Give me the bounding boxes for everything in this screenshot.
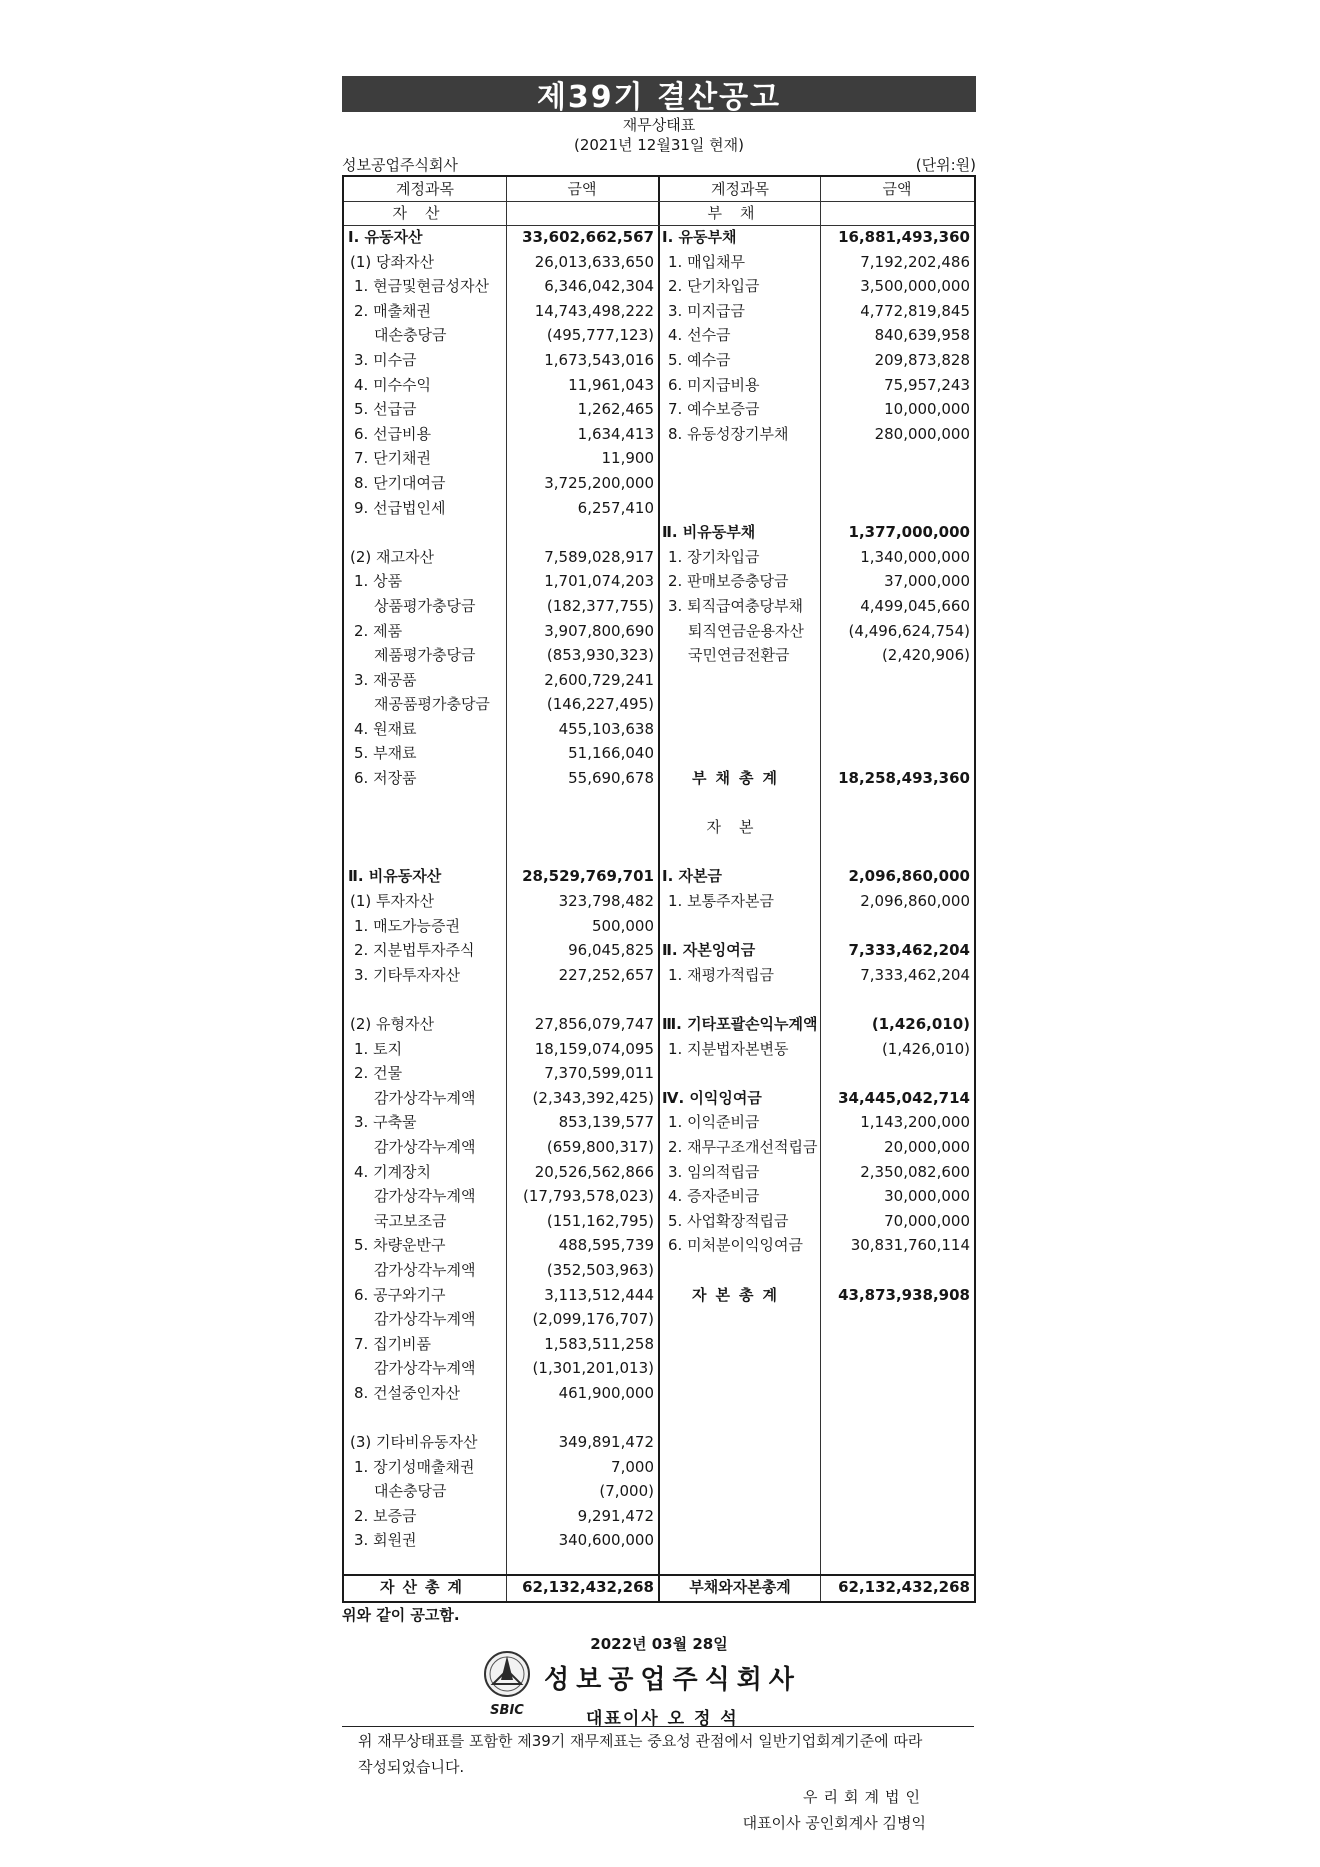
left-account-label: 7. 단기채권 <box>354 449 432 468</box>
left-account-amount: 6,346,042,304 <box>544 277 654 296</box>
right-account-label: 2. 판매보증충당금 <box>668 572 789 591</box>
statement-row <box>344 864 974 889</box>
left-account-amount: 7,370,599,011 <box>544 1064 654 1083</box>
left-account-label: 9. 선급법인세 <box>354 498 446 517</box>
left-account-amount: 500,000 <box>591 916 654 935</box>
right-account-label: 6. 미지급비용 <box>668 375 760 394</box>
total-assets-label: 자산총계 <box>380 1578 470 1596</box>
left-account-amount: 461,900,000 <box>558 1383 654 1402</box>
left-account-label: 3. 재공품 <box>354 670 417 689</box>
right-account-label: Ⅳ. 이익잉여금 <box>662 1088 762 1107</box>
left-account-amount: 455,103,638 <box>558 719 654 738</box>
right-account-amount: (2,420,906) <box>881 646 970 665</box>
left-account-amount: (495,777,123) <box>546 326 654 345</box>
statement-row <box>344 766 974 791</box>
right-account-label: 1. 재평가적립금 <box>668 965 775 984</box>
left-account-label: 감가상각누계액 <box>374 1187 476 1206</box>
left-account-amount: (151,162,795) <box>546 1211 654 1230</box>
left-account-amount: (17,793,578,023) <box>523 1187 654 1206</box>
left-account-amount: 9,291,472 <box>577 1506 654 1525</box>
notice-text: 위와 같이 공고함. <box>342 1606 460 1624</box>
left-account-label: Ⅱ. 비유동자산 <box>348 867 442 886</box>
statement-row <box>344 692 974 717</box>
right-account-label: 8. 유동성장기부채 <box>668 424 789 443</box>
statement-row <box>344 348 974 373</box>
left-account-label: 4. 미수수익 <box>354 375 432 394</box>
left-account-amount: (7,000) <box>599 1482 654 1501</box>
right-account-amount: 1,340,000,000 <box>860 547 970 566</box>
right-account-label: 자본 <box>706 818 772 837</box>
auditor-firm: 우리회계법인 <box>803 1788 926 1806</box>
left-account-amount: 11,961,043 <box>568 375 654 394</box>
right-account-amount: 20,000,000 <box>884 1137 970 1156</box>
right-account-label: 1. 이익준비금 <box>668 1113 760 1132</box>
left-account-label: 1. 장기성매출채권 <box>354 1457 475 1476</box>
left-account-amount: 27,856,079,747 <box>534 1015 654 1033</box>
left-account-label: 6. 공구와기구 <box>354 1285 446 1304</box>
statement-row <box>344 1283 974 1308</box>
right-account-amount: 3,500,000,000 <box>860 277 970 296</box>
statement-rows <box>344 225 974 1553</box>
right-account-amount: 7,333,462,204 <box>860 965 970 984</box>
statement-row <box>344 1037 974 1062</box>
right-account-label: 퇴직연금운용자산 <box>688 621 804 640</box>
statement-row <box>344 471 974 496</box>
right-account-label: 1. 매입채무 <box>668 252 746 271</box>
left-account-label: 1. 현금및현금성자산 <box>354 277 490 296</box>
right-account-amount: (1,426,010) <box>881 1039 970 1058</box>
right-account-amount: 840,639,958 <box>874 326 970 345</box>
left-account-amount: 3,907,800,690 <box>544 621 654 640</box>
statement-row <box>344 545 974 570</box>
audit-note-line-2: 작성되었습니다. <box>358 1758 465 1776</box>
notice-date: 2022년 03월 28일 <box>590 1635 728 1653</box>
left-account-label: 감가상각누계액 <box>374 1137 476 1156</box>
auditor-signature: 대표이사 공인회계사 김병익 <box>742 1814 926 1832</box>
left-account-label: (3) 기타비유동자산 <box>350 1433 478 1452</box>
left-account-amount: 51,166,040 <box>568 744 654 763</box>
left-account-label: 4. 원재료 <box>354 719 417 738</box>
statement-row <box>344 938 974 963</box>
left-account-amount: 3,113,512,444 <box>544 1285 654 1304</box>
statement-row <box>344 1455 974 1480</box>
left-account-amount: 1,634,413 <box>577 424 654 443</box>
right-account-label: Ⅰ. 자본금 <box>662 867 722 886</box>
right-account-label: 자본총계 <box>692 1285 786 1304</box>
left-account-label: (1) 투자자산 <box>350 892 434 911</box>
statement-row <box>344 717 974 742</box>
company-logo <box>482 1650 532 1722</box>
statement-row <box>344 668 974 693</box>
statement-row <box>344 496 974 521</box>
statement-row <box>344 274 974 299</box>
right-account-label: 4. 선수금 <box>668 326 731 345</box>
left-account-label: 국고보조금 <box>374 1211 447 1230</box>
left-account-amount: 33,602,662,567 <box>522 228 654 246</box>
left-account-amount: (146,227,495) <box>546 695 654 714</box>
right-account-amount: (4,496,624,754) <box>848 621 970 640</box>
right-account-label: 3. 미지급금 <box>668 301 746 320</box>
left-account-amount: 3,725,200,000 <box>544 473 654 492</box>
notice-title: 제39기 결산공고 <box>342 76 976 112</box>
right-account-label: Ⅲ. 기타포괄손익누계액 <box>662 1015 818 1033</box>
left-account-amount: 227,252,657 <box>558 965 654 984</box>
left-account-amount: 2,600,729,241 <box>544 670 654 689</box>
right-account-label: 4. 증자준비금 <box>668 1187 760 1206</box>
left-account-amount: 1,583,511,258 <box>544 1334 654 1353</box>
right-account-label: Ⅰ. 유동부채 <box>662 228 737 246</box>
right-account-label: Ⅱ. 자본잉여금 <box>662 941 756 960</box>
left-account-label: 상품평가충당금 <box>374 596 476 615</box>
right-account-amount: 4,772,819,845 <box>860 301 970 320</box>
left-account-label: 5. 부재료 <box>354 744 417 763</box>
right-account-amount: 18,258,493,360 <box>838 769 970 788</box>
left-account-label: 감가상각누계액 <box>374 1260 476 1279</box>
right-account-label: 2. 단기차입금 <box>668 277 760 296</box>
statement-row <box>344 1209 974 1234</box>
left-account-label: 2. 보증금 <box>354 1506 417 1525</box>
right-account-label: 5. 사업확장적립금 <box>668 1211 789 1230</box>
statement-row <box>344 1430 974 1455</box>
right-account-label: 7. 예수보증금 <box>668 400 760 419</box>
left-account-label: 2. 제품 <box>354 621 403 640</box>
right-account-label: 1. 보통주자본금 <box>668 892 775 911</box>
left-account-amount: (659,800,317) <box>546 1137 654 1156</box>
left-account-label: 제품평가충당금 <box>374 646 476 665</box>
total-liab-equity-label: 부채와자본총계 <box>689 1578 791 1596</box>
left-account-amount: 11,900 <box>601 449 654 468</box>
left-account-label: 4. 기계장치 <box>354 1162 432 1181</box>
statement-row <box>344 520 974 545</box>
statement-row <box>344 1332 974 1357</box>
statement-row <box>344 1356 974 1381</box>
left-account-label: 1. 매도가능증권 <box>354 916 461 935</box>
right-account-amount: 280,000,000 <box>874 424 970 443</box>
left-account-label: 2. 지분법투자주식 <box>354 941 475 960</box>
right-account-label: 국민연금전환금 <box>688 646 790 665</box>
statement-row <box>344 250 974 275</box>
left-account-label: 재공품평가충당금 <box>374 695 490 714</box>
statement-row <box>344 1086 974 1111</box>
left-account-amount: (1,301,201,013) <box>532 1359 654 1378</box>
total-liab-equity-amount: 62,132,432,268 <box>838 1578 970 1596</box>
left-account-label: 7. 집기비품 <box>354 1334 432 1353</box>
right-account-amount: 2,096,860,000 <box>860 892 970 911</box>
statement-row <box>344 1406 974 1431</box>
column-header-account-2: 계정과목 <box>711 180 769 198</box>
right-account-amount: 209,873,828 <box>874 350 970 369</box>
left-account-label: 3. 회원권 <box>354 1531 417 1550</box>
left-account-amount: (352,503,963) <box>546 1260 654 1279</box>
signing-company-name: 성보공업주식회사 <box>544 1665 801 1695</box>
left-account-amount: 55,690,678 <box>568 769 654 788</box>
left-account-label: 3. 기타투자자산 <box>354 965 461 984</box>
currency-unit: (단위:원) <box>915 156 976 174</box>
logo-text: SBIC <box>490 1703 524 1718</box>
right-account-amount: 30,000,000 <box>884 1187 970 1206</box>
right-account-amount: 43,873,938,908 <box>838 1285 970 1304</box>
left-account-amount: 26,013,633,650 <box>534 252 654 271</box>
right-account-label: 2. 재무구조개선적립금 <box>668 1137 818 1156</box>
right-account-amount: 2,350,082,600 <box>860 1162 970 1181</box>
left-account-amount: 853,139,577 <box>558 1113 654 1132</box>
left-account-label: (2) 재고자산 <box>350 547 434 566</box>
left-account-amount: 488,595,739 <box>558 1236 654 1255</box>
left-account-label: 대손충당금 <box>374 1482 447 1501</box>
statement-row <box>344 1233 974 1258</box>
left-account-label: 8. 단기대여금 <box>354 473 446 492</box>
balance-sheet-table <box>342 175 976 1603</box>
left-account-amount: 28,529,769,701 <box>522 867 654 886</box>
left-account-label: 6. 저장품 <box>354 769 417 788</box>
right-account-label: 3. 임의적립금 <box>668 1162 760 1181</box>
statement-row <box>344 225 974 250</box>
statement-row <box>344 791 974 816</box>
statement-row <box>344 1160 974 1185</box>
left-account-label: 6. 선급비용 <box>354 424 432 443</box>
audit-note-line-1: 위 재무상태표를 포함한 제39기 재무제표는 중요성 관점에서 일반기업회계기준에 따라 <box>358 1732 923 1750</box>
right-account-amount: 1,143,200,000 <box>860 1113 970 1132</box>
left-account-label: Ⅰ. 유동자산 <box>348 228 423 246</box>
left-account-amount: 18,159,074,095 <box>534 1039 654 1058</box>
left-account-label: 5. 선급금 <box>354 400 417 419</box>
statement-row <box>344 987 974 1012</box>
left-account-amount: 323,798,482 <box>558 892 654 911</box>
right-account-amount: 10,000,000 <box>884 400 970 419</box>
statement-row <box>344 889 974 914</box>
statement-row <box>344 1110 974 1135</box>
total-assets-amount: 62,132,432,268 <box>522 1578 654 1596</box>
left-account-amount: 1,673,543,016 <box>544 350 654 369</box>
left-account-amount: (2,343,392,425) <box>532 1088 654 1107</box>
statement-row <box>344 1135 974 1160</box>
statement-row <box>344 594 974 619</box>
statement-row <box>344 963 974 988</box>
left-account-label: (1) 당좌자산 <box>350 252 434 271</box>
statement-period: (2021년 12월31일 현재) <box>573 136 745 154</box>
totals-row <box>344 1574 974 1601</box>
right-account-amount: 30,831,760,114 <box>850 1236 970 1255</box>
left-account-amount: (182,377,755) <box>546 596 654 615</box>
left-account-label: 감가상각누계액 <box>374 1088 476 1107</box>
right-account-amount: 4,499,045,660 <box>860 596 970 615</box>
left-account-amount: 1,262,465 <box>577 400 654 419</box>
statement-row <box>344 1012 974 1037</box>
statement-row <box>344 619 974 644</box>
statement-row <box>344 299 974 324</box>
statement-row <box>344 1258 974 1283</box>
left-account-label: 1. 토지 <box>354 1039 403 1058</box>
column-header-amount-2: 금액 <box>882 180 912 198</box>
company-name-header: 성보공업주식회사 <box>342 156 458 174</box>
section-assets: 자산 <box>392 204 458 222</box>
left-account-amount: 96,045,825 <box>568 941 654 960</box>
statement-row <box>344 446 974 471</box>
statement-row <box>344 569 974 594</box>
left-account-label: 5. 차량운반구 <box>354 1236 446 1255</box>
statement-row <box>344 914 974 939</box>
statement-row <box>344 323 974 348</box>
right-account-label: Ⅱ. 비유동부채 <box>662 523 756 542</box>
statement-row <box>344 840 974 865</box>
left-account-label: 3. 구축물 <box>354 1113 417 1132</box>
left-account-amount: 6,257,410 <box>577 498 654 517</box>
left-account-amount: 1,701,074,203 <box>544 572 654 591</box>
ceo-name: 대표이사 오 정 석 <box>586 1709 739 1729</box>
right-account-label: 부채총계 <box>692 769 786 788</box>
statement-row <box>344 422 974 447</box>
right-account-amount: 7,192,202,486 <box>860 252 970 271</box>
right-account-amount: 2,096,860,000 <box>848 867 970 886</box>
statement-row <box>344 1528 974 1553</box>
left-account-amount: 20,526,562,866 <box>534 1162 654 1181</box>
right-account-amount: 37,000,000 <box>884 572 970 591</box>
right-account-amount: 7,333,462,204 <box>848 941 970 960</box>
left-account-label: 1. 상품 <box>354 572 403 591</box>
statement-row <box>344 815 974 840</box>
left-account-amount: 14,743,498,222 <box>534 301 654 320</box>
right-account-label: 1. 지분법자본변동 <box>668 1039 789 1058</box>
left-account-label: 대손충당금 <box>374 326 447 345</box>
left-account-label: 3. 미수금 <box>354 350 417 369</box>
statement-row <box>344 643 974 668</box>
right-account-label: 5. 예수금 <box>668 350 731 369</box>
right-account-label: 1. 장기차입금 <box>668 547 760 566</box>
left-account-amount: 349,891,472 <box>558 1433 654 1452</box>
right-account-amount: 16,881,493,360 <box>838 228 970 246</box>
right-account-amount: 1,377,000,000 <box>848 523 970 542</box>
left-account-label: 2. 건물 <box>354 1064 403 1083</box>
footer-divider <box>342 1726 974 1727</box>
statement-row <box>344 741 974 766</box>
left-account-label: 2. 매출채권 <box>354 301 432 320</box>
left-account-label: 8. 건설중인자산 <box>354 1383 461 1402</box>
left-account-amount: 340,600,000 <box>558 1531 654 1550</box>
left-account-amount: (2,099,176,707) <box>532 1310 654 1329</box>
column-header-account: 계정과목 <box>396 180 454 198</box>
right-account-amount: 70,000,000 <box>884 1211 970 1230</box>
left-account-amount: (853,930,323) <box>546 646 654 665</box>
right-account-amount: (1,426,010) <box>871 1015 970 1033</box>
statement-row <box>344 397 974 422</box>
section-liabilities: 부채 <box>707 204 773 222</box>
right-account-label: 6. 미처분이익잉여금 <box>668 1236 804 1255</box>
statement-row <box>344 1504 974 1529</box>
statement-row <box>344 1381 974 1406</box>
statement-row <box>344 1184 974 1209</box>
statement-row <box>344 373 974 398</box>
statement-row <box>344 1061 974 1086</box>
right-account-label: 3. 퇴직급여충당부채 <box>668 596 804 615</box>
right-account-amount: 34,445,042,714 <box>838 1088 970 1107</box>
statement-row <box>344 1307 974 1332</box>
left-account-amount: 7,589,028,917 <box>544 547 654 566</box>
left-account-label: (2) 유형자산 <box>350 1015 434 1033</box>
statement-subtitle: 재무상태표 <box>622 116 696 134</box>
left-account-amount: 7,000 <box>611 1457 654 1476</box>
left-account-label: 감가상각누계액 <box>374 1359 476 1378</box>
right-account-amount: 75,957,243 <box>884 375 970 394</box>
statement-row <box>344 1479 974 1504</box>
left-account-label: 감가상각누계액 <box>374 1310 476 1329</box>
column-header-amount: 금액 <box>567 180 597 198</box>
